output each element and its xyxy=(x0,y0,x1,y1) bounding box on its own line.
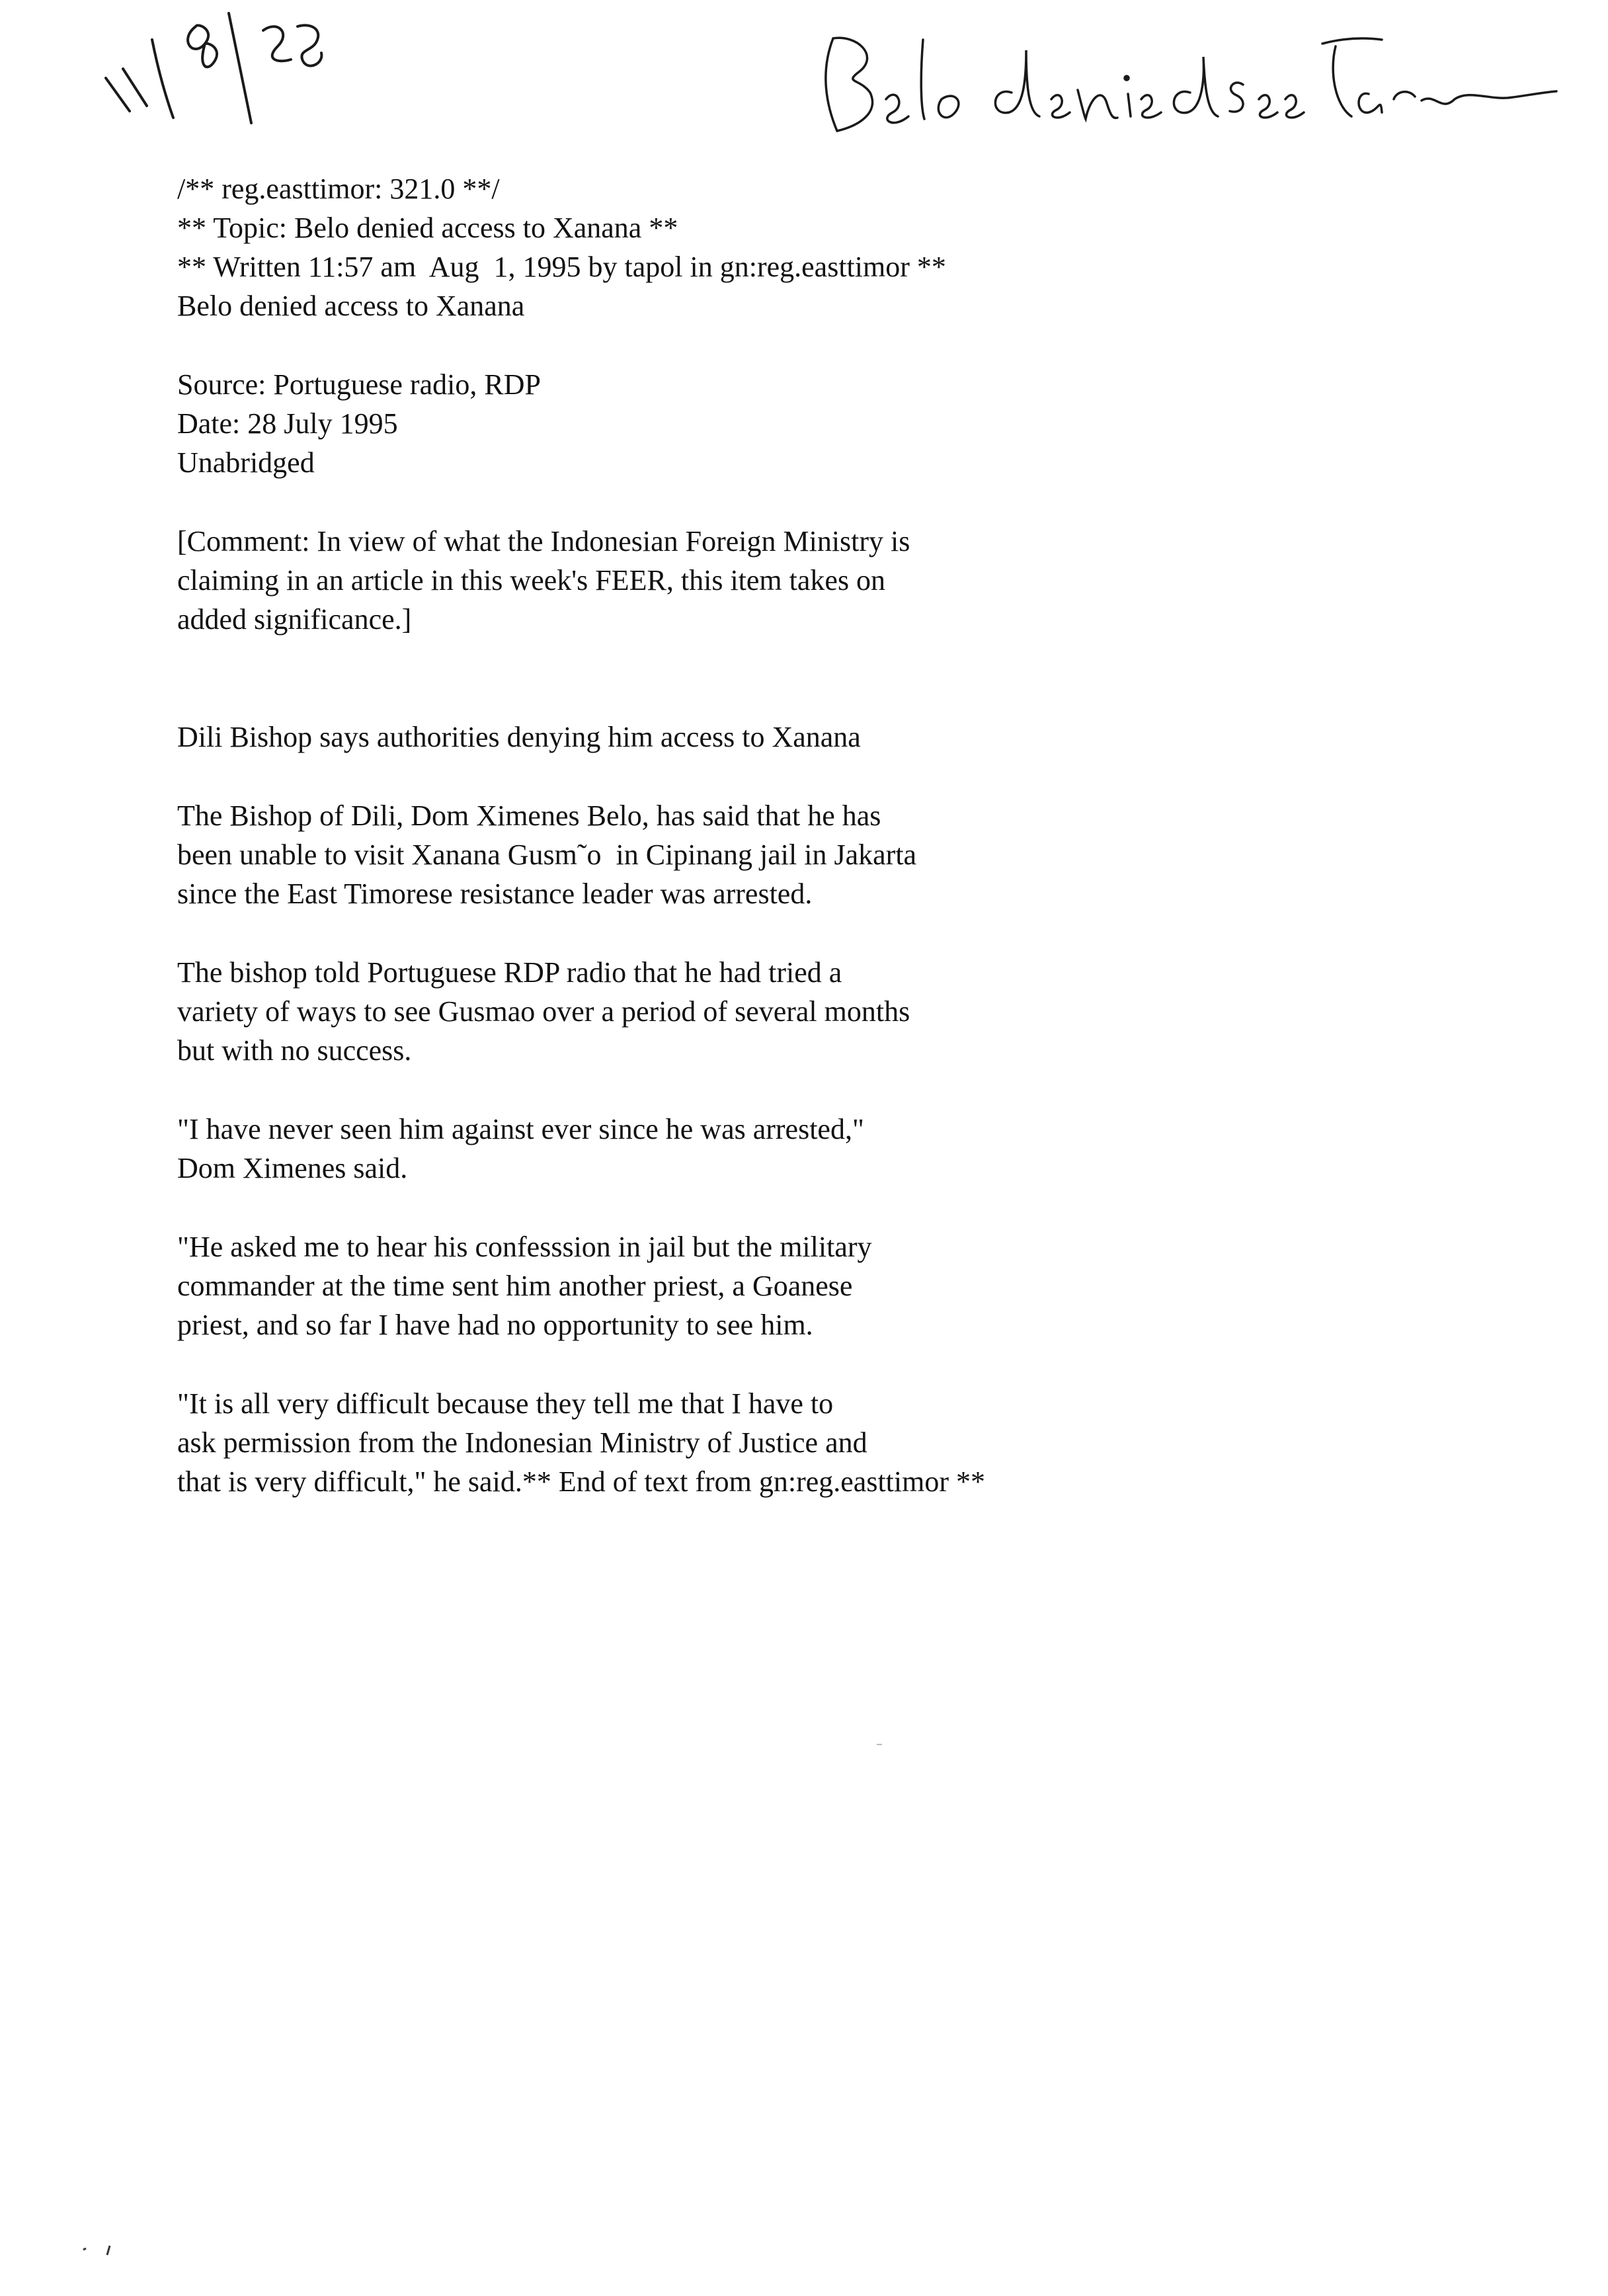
spacer xyxy=(177,1344,1500,1384)
handwriting-drawing xyxy=(0,0,1608,172)
header-line-1: /** reg.easttimor: 321.0 **/ xyxy=(177,173,500,205)
paragraph-line: The bishop told Portuguese RDP radio that he had tried a xyxy=(177,956,842,989)
document-body xyxy=(177,169,1500,1501)
paragraph-line: "He asked me to hear his confesssion in jail but the military xyxy=(177,1231,872,1263)
paragraph-line: The Bishop of Dili, Dom Ximenes Belo, has said that he has xyxy=(177,800,881,832)
spacer xyxy=(177,913,1500,953)
comment-line: [Comment: In view of what the Indonesian Foreign Ministry is xyxy=(177,525,910,557)
paragraph-line: "It is all very difficult because they tell me that I have to xyxy=(177,1387,834,1420)
paragraph-line: that is very difficult," he said.** End of text from gn:reg.easttimor ** xyxy=(177,1465,985,1498)
header-topic-line: ** Topic: Belo denied access to Xanana ** xyxy=(177,212,678,244)
scan-speck xyxy=(83,2248,86,2250)
unabridged-line: Unabridged xyxy=(177,446,315,479)
article-headline: Dili Bishop says authorities denying him access to Xanana xyxy=(177,721,861,753)
comment-line: claiming in an article in this week's FEER, this item takes on xyxy=(177,564,886,596)
paragraph-line: priest, and so far I have had no opportunity to see him. xyxy=(177,1309,813,1341)
source-line: Source: Portuguese radio, RDP xyxy=(177,368,541,401)
spacer xyxy=(177,482,1500,522)
paragraph-line: been unable to visit Xanana Gusm˜o in Cipinang jail in Jakarta xyxy=(177,839,917,871)
header-title-line: Belo denied access to Xanana xyxy=(177,290,525,322)
handwritten-annotations xyxy=(0,0,1608,172)
handwritten-subject xyxy=(826,38,1556,131)
paragraph-line: ask permission from the Indonesian Ministry of Justice and xyxy=(177,1426,867,1459)
paragraph-line: but with no success. xyxy=(177,1034,412,1067)
scan-speck xyxy=(107,2246,110,2255)
paragraph-line: Dom Ximenes said. xyxy=(177,1152,408,1184)
spacer xyxy=(177,325,1500,365)
header-written-line: ** Written 11:57 am Aug 1, 1995 by tapol in gn:reg.easttimor ** xyxy=(177,251,946,283)
date-line: Date: 28 July 1995 xyxy=(177,407,398,440)
paragraph-line: since the East Timorese resistance leader was arrested. xyxy=(177,878,813,910)
spacer xyxy=(177,1188,1500,1227)
spacer xyxy=(177,1070,1500,1110)
paragraph-line: variety of ways to see Gusmao over a period of several months xyxy=(177,995,910,1028)
paragraph-line: commander at the time sent him another priest, a Goanese xyxy=(177,1270,853,1302)
comment-line: added significance.] xyxy=(177,603,412,636)
spacer xyxy=(177,757,1500,796)
spacer xyxy=(177,639,1500,718)
paragraph-line: "I have never seen him against ever since he was arrested," xyxy=(177,1113,864,1145)
handwritten-date xyxy=(106,13,321,123)
